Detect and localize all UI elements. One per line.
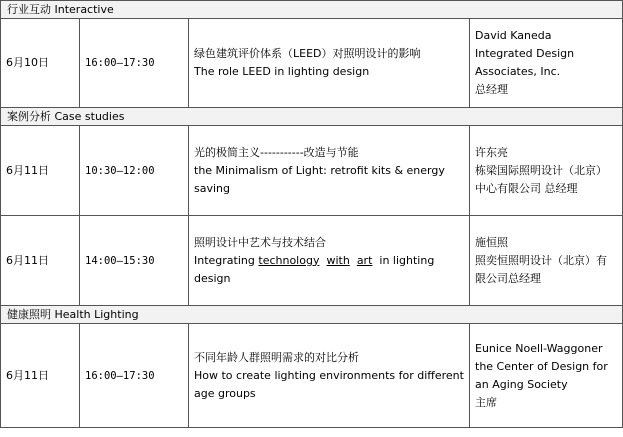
session-time: 10:30—12:00	[80, 126, 189, 216]
session-row	[1, 126, 623, 216]
keyword-link[interactable]: with	[326, 253, 350, 267]
topic-english	[194, 252, 464, 288]
speaker-line: Integrated Design	[475, 47, 575, 60]
topic-chinese: 绿色建筑评价体系（LEED）对照明设计的影响	[194, 47, 421, 60]
session-row	[1, 19, 623, 108]
session-time: 16:00—17:30	[80, 19, 189, 108]
section-header-row	[1, 306, 623, 324]
topic-chinese: 光的极简主义-----------改造与节能	[194, 145, 359, 159]
keyword-link[interactable]: art	[356, 253, 373, 267]
speaker-line: 栋梁国际照明设计（北京）中心有限公司 总经理	[475, 163, 607, 195]
topic-text	[350, 254, 357, 267]
speaker-line: Associates, Inc.	[475, 65, 561, 78]
topic-english: the Minimalism of Light: retrofit kits & energy saving	[194, 163, 445, 195]
session-topic	[189, 216, 470, 306]
speaker	[470, 216, 623, 306]
session-time: 14:00—15:30	[80, 216, 189, 306]
section-title: 健康照明 Health Lighting	[1, 306, 623, 324]
section-title: 案例分析 Case studies	[1, 108, 623, 126]
topic-text: Integrating	[194, 253, 259, 267]
speaker-line: the Center of Design for	[475, 359, 608, 373]
speaker-line: David Kaneda	[475, 29, 552, 42]
section-header-row	[1, 108, 623, 126]
speaker-line: 施恒照	[475, 235, 508, 249]
speaker-line: 主席	[475, 395, 497, 409]
session-date: 6月10日	[1, 19, 80, 108]
session-topic	[189, 19, 470, 108]
speaker	[470, 126, 623, 216]
topic-text: in lighting design	[194, 253, 438, 285]
topic-english: How to create lighting environments for different age groups	[194, 368, 464, 400]
session-row	[1, 324, 623, 428]
speaker	[470, 324, 623, 428]
topic-chinese: 不同年龄人群照明需求的对比分析	[194, 350, 359, 364]
topic-english: The role LEED in lighting design	[194, 65, 370, 78]
session-row	[1, 216, 623, 306]
session-date: 6月11日	[1, 126, 80, 216]
topic-chinese: 照明设计中艺术与技术结合	[194, 235, 326, 249]
speaker-line: 总经理	[475, 83, 508, 96]
speaker-line: an Aging Society	[475, 377, 568, 391]
session-date: 6月11日	[1, 216, 80, 306]
keyword-link[interactable]: technology	[258, 253, 320, 267]
speaker-line: 照奕恒照明设计（北京）有限公司总经理	[475, 253, 607, 285]
section-header-row	[1, 1, 623, 19]
speaker-line: Eunice Noell-Waggoner	[475, 341, 603, 355]
session-topic	[189, 324, 470, 428]
session-time: 16:00—17:30	[80, 324, 189, 428]
section-title: 行业互动 Interactive	[1, 1, 623, 19]
speaker-line: 许东亮	[475, 145, 508, 159]
speaker	[470, 19, 623, 108]
session-date: 6月11日	[1, 324, 80, 428]
session-topic	[189, 126, 470, 216]
